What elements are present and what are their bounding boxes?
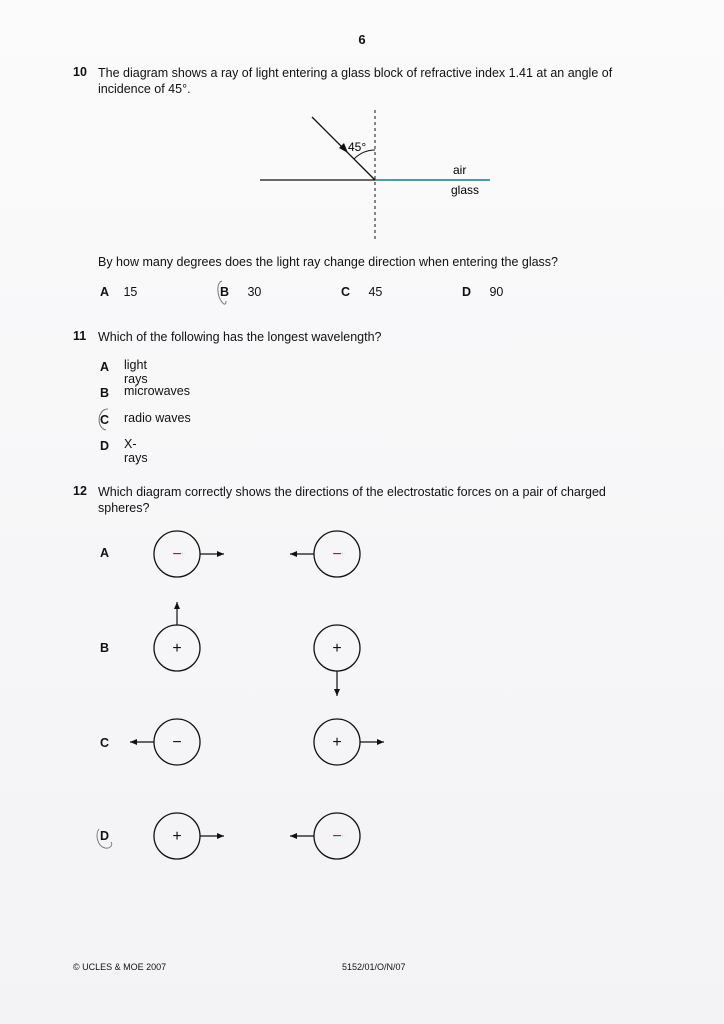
right-charge: − — [332, 828, 342, 845]
left-charge: − — [172, 546, 182, 563]
question-12-number: 12 — [73, 484, 87, 498]
left-charge: − — [172, 734, 182, 751]
question-10-text — [98, 65, 688, 97]
pencil-stroke — [97, 829, 112, 848]
right-charge: + — [332, 640, 342, 657]
option-letter: C — [341, 285, 351, 299]
q11-option-a — [100, 358, 148, 386]
left-charge: + — [172, 828, 182, 845]
page-number: 6 — [358, 32, 366, 47]
question-11-text: Which of the following has the longest wavelength? — [98, 330, 382, 344]
pencil-stroke — [99, 409, 108, 430]
question-10-number: 10 — [73, 65, 87, 79]
q11-option-b — [100, 384, 190, 402]
q12-option-a-letter: A — [100, 546, 110, 560]
option-letter: A — [100, 360, 110, 374]
right-charge: + — [332, 734, 342, 751]
q12-option-b-letter: B — [100, 641, 110, 655]
option-text: microwaves — [124, 384, 190, 398]
q12-option-d-letter: D — [100, 829, 110, 843]
q10-option-d — [462, 283, 503, 301]
option-text: 90 — [489, 285, 504, 299]
q10-option-a — [100, 283, 137, 301]
option-letter: D — [100, 439, 110, 453]
glass-label: glass — [451, 183, 480, 197]
option-text: light rays — [124, 358, 148, 386]
option-d-spheres — [154, 813, 360, 859]
option-text: radio waves — [124, 411, 191, 425]
charged-spheres-diagram — [120, 520, 400, 870]
question-10-prompt: By how many degrees does the light ray change direction when entering the glass? — [98, 255, 559, 269]
right-charge: − — [332, 546, 342, 563]
question-12-text-line2: spheres? — [98, 501, 150, 515]
question-10-text-line2: incidence of 45°. — [98, 82, 191, 96]
q10-option-c — [341, 283, 382, 301]
air-label: air — [453, 163, 467, 177]
question-12-text-line1: Which diagram correctly shows the directions of the electrostatic forces on a pair of charged — [98, 485, 606, 499]
footer-copyright: © UCLES & MOE 2007 — [73, 962, 167, 972]
pencil-mark-circle — [214, 278, 236, 308]
left-charge: + — [172, 640, 182, 657]
footer-paper-code: 5152/01/O/N/07 — [342, 962, 406, 972]
q11-option-d — [100, 437, 148, 465]
option-letter: B — [100, 386, 110, 400]
pencil-stroke — [218, 281, 226, 304]
option-text: X-rays — [124, 437, 148, 465]
option-text: 15 — [123, 285, 138, 299]
q12-option-c-letter: C — [100, 736, 110, 750]
option-c-spheres — [130, 719, 384, 765]
option-letter: D — [462, 285, 472, 299]
option-letter: A — [100, 285, 110, 299]
option-letter: C — [100, 413, 110, 427]
option-letter: B — [220, 285, 230, 299]
pencil-mark-c — [94, 406, 114, 434]
option-text: 45 — [368, 285, 383, 299]
question-12-text — [98, 484, 688, 516]
pencil-mark-d — [93, 824, 117, 852]
question-10-text-line1: The diagram shows a ray of light entering a glass block of refractive index 1.41 at an angle of — [98, 66, 613, 80]
option-b-spheres — [154, 602, 360, 696]
refraction-diagram — [250, 105, 510, 245]
option-a-spheres — [154, 531, 360, 577]
angle-label: 45° — [348, 140, 367, 154]
question-11-number: 11 — [73, 329, 87, 343]
option-text: 30 — [247, 285, 262, 299]
